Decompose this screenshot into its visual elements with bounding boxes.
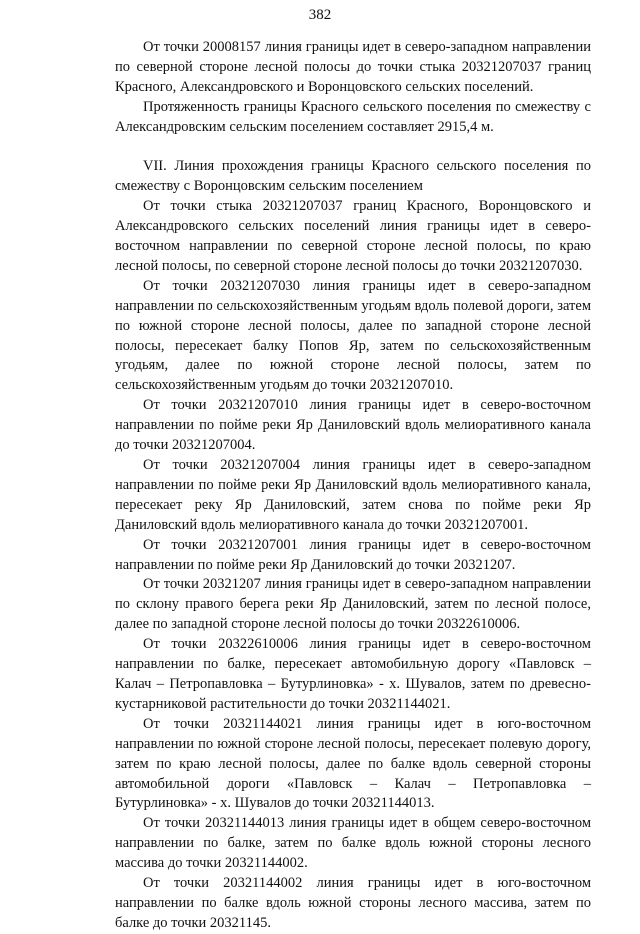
paragraph: От точки 20321207 линия границы идет в северо-западном направлении по склону правого берега реки Яр Даниловский, затем по лесной полосе, далее по западной стороне лесной полосы до точки 20322610006. <box>115 576 591 633</box>
paragraph: От точки 20008157 линия границы идет в северо-западном направлении по северной стороне лесной полосы до точки стыка 20321207037 границ Красного, Александровского и Воронцовского сельских поселений. <box>115 39 591 95</box>
paragraph: От точки 20321207030 линия границы идет в северо-западном направлении по сельскохозяйственным угодьям вдоль полевой дороги, затем по южной стороне лесной полосы, далее по западной стороне лесной полосы, пересекает балку Попов Яр, затем по сельскохозяйственным угодьям, далее по южной стороне лесной полосы, затем по сельскохозяйственным угодьям до точки 20321207010. <box>115 277 591 394</box>
section-heading: VII. Линия прохождения границы Красного сельского поселения по смежеству с Воронцовским сельским поселением <box>115 158 591 195</box>
paragraph: Протяженность границы Красного сельского поселения по смежеству с Александровским сельским поселением составляет 2915,4 м. <box>115 98 591 135</box>
paragraph: От точки 20321207004 линия границы идет в северо-западном направлении по пойме реки Яр Даниловский вдоль мелиоративного канала, пересекает реку Яр Даниловский, затем снова по пойме реки Яр Даниловский вдоль мелиоративного канала до точки 20321207001. <box>115 457 591 533</box>
paragraph: От точки 20321144021 линия границы идет в юго-восточном направлении по южной стороне лесной полосы, пересекает полевую дорогу, затем по краю лесной полосы, далее по балке вдоль северной стороны автомобильной дороги «Павловск – Калач – Петропавловка – Бутурлиновка» - х. Шувалов до точки 20321144013. <box>115 715 591 812</box>
paragraph: От точки 20321144002 линия границы идет в юго-восточном направлении по балке вдоль южной стороны лесного массива, затем по балке до точки 20321145. <box>115 875 591 931</box>
paragraph: От точки 20321144013 линия границы идет в общем северо-восточном направлении по балке, затем по балке вдоль южной стороны лесного массива до точки 20321144002. <box>115 815 591 872</box>
paragraph: От точки стыка 20321207037 границ Красного, Воронцовского и Александровского сельских поселений линия границы идет в северо-восточном направлении по северной стороне лесной полосы, по краю лесной полосы, по северной стороне лесной полосы до точки 20321207030. <box>115 198 591 274</box>
paragraph: От точки 20322610006 линия границы идет в северо-восточном направлении по балке, пересекает автомобильную дорогу «Павловск – Калач – Петропавловка – Бутурлиновка» - х. Шувалов, затем по древесно-кустарниковой растительности до точки 20321144021. <box>115 636 591 712</box>
paragraph: От точки 20321207001 линия границы идет в северо-восточном направлении по пойме реки Яр Даниловский до точки 20321207. <box>115 536 591 573</box>
page-number: 382 <box>308 7 332 23</box>
document-body <box>115 38 591 934</box>
paragraph: От точки 20321207010 линия границы идет в северо-восточном направлении по пойме реки Яр Даниловский вдоль мелиоративного канала до точки 20321207004. <box>115 397 591 454</box>
